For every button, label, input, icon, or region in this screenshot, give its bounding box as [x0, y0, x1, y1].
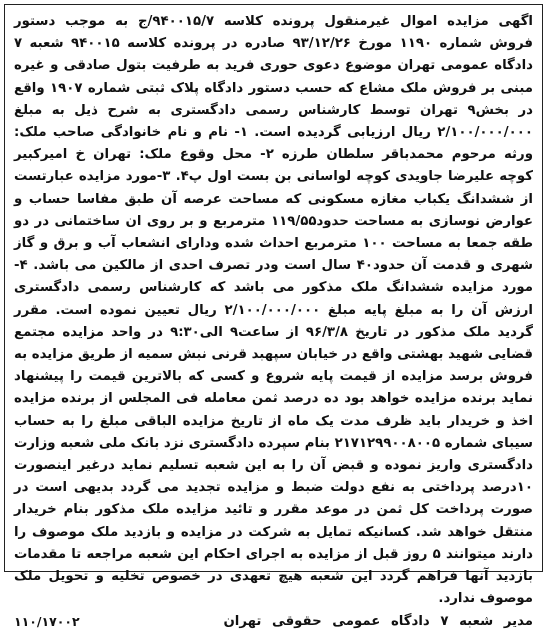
auction-notice	[4, 4, 543, 630]
notice-body-text: اگهی مزایده اموال غیرمنقول پرونده کلاسه ۹۴۰۰۱۵/۷/ج به موجب دستور فروش شماره ۱۱۹۰ مورخ ۹۳/۱۲/۲۶ صادره در پرونده کلاسه ۹۴۰۰۱۵ شعبه ۷ دادگاه عمومی تهران موضوع دعوی حوری فرید به طرفیت بتول صادقی و غیره مبنی بر فروش ملک مشاع که حسب دستور دادگاه پلاک ثبتی شماره ۱۹۰۷ واقع در بخش۹ تهران توسط کارشناس رسمی دادگستری به شرح ذیل به مبلغ ۲/۱۰۰/۰۰۰/۰۰۰ ریال ارزیابی گردیده است. ۱- نام و نام خانوادگی صاحب ملک: ورثه مرحوم محمدباقر سلطان طرزه ۲- محل وقوع ملک: تهران خ امیرکبیر کوچه علیرضا جاویدی کوچه لواسانی بن بست اول پ۴. ۳-مورد مزایده عبارتست از ششدانگ یکباب مغازه مسکونی که مساحت عرصه آن طبق مفاسا حساب و عوارض نوسازی به مساحت حدود۱۱۹/۵۵ مترمربع و بر روی ان ساختمانی در دو طقه جمعا به مساحت ۱۰۰ مترمربع احداث شده ودارای انشعاب آب و برق و گاز شهری و قدمت آن حدود۴۰ سال است ودر تصرف احدی از مالکین می باشد. ۴-مورد مزایده ششدانگ ملک مذکور می باشد که کارشناس رسمی دادگستری ارزش آن را به مبلغ پایه مبلغ ۲/۱۰۰/۰۰۰/۰۰۰ ریال تعیین نموده است. مقرر گردید ملک مذکور در تاریخ ۹۶/۳/۸ از ساعت۹ الی۹:۳۰ در واحد مزایده مجتمع قضایی شهید بهشتی واقع در خیابان سپهبد قرنی نبش سمیه از طریق مزایده به فروش برسد مزایده از قیمت پایه شروع و کسی که بالاترین قیمت را پیشنهاد نماید برنده مزایده خواهد بود ده درصد ثمن معامله فی المجلس از برنده مزایده اخذ و خریدار باید ظرف مدت یک ماه از تاریخ مزایده الباقی مبلغ را به حساب سیبای شماره ۲۱۷۱۲۹۹۰۰۸۰۰۵ بنام سپرده دادگستری نزد بانک ملی شعبه وزارت دادگستری واریز نموده و قبض آن را به این شعبه تسلیم نماید درغیر اینصورت ۱۰درصد پرداختی به نفع دولت ضبط و مزایده تجدید می گردد بدیهی است در صورت پرداخت کل ثمن در موعد مقرر و تائید مزایده ملک مذکور بنام خریدار منتقل خواهد شد. کسانیکه تمایل به شرکت در مزایده و بازدید ملک موصوف را دارند میتوانند ۵ روز قبل از مزایده به اجرای احکام این شعبه مراجعه تا مقدمات بازدید آنها فراهم گردد این شعبه هیچ تعهدی در خصوص تخلیه و تحویل ملک موصوف ندارد.	[14, 14, 534, 607]
notice-footer	[14, 611, 533, 633]
notice-signature: مدیر شعبه ۷ دادگاه عمومی حقوقی تهران	[223, 614, 533, 630]
notice-reference-code: ۱۱۰/۱۷۰۰۲	[14, 614, 80, 630]
